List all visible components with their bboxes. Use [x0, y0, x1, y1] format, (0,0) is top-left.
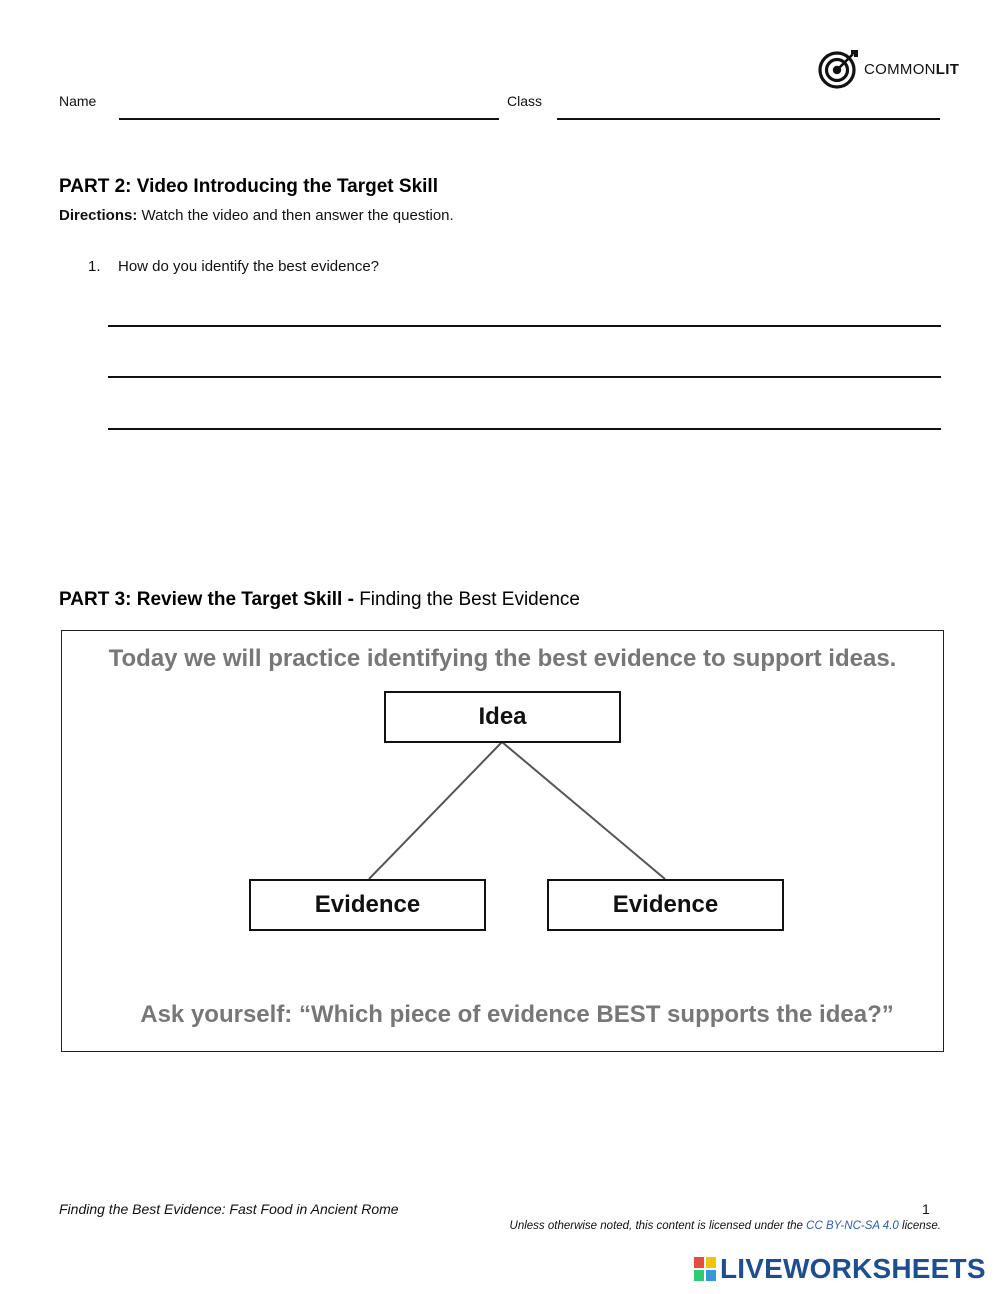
footer-title: Finding the Best Evidence: Fast Food in Ancient Rome: [59, 1201, 399, 1217]
part3-title-rest: Finding the Best Evidence: [359, 589, 580, 610]
evidence-box-right: Evidence: [547, 879, 784, 931]
logo-wordmark: COMMONLIT: [864, 60, 960, 78]
class-label: Class: [507, 93, 543, 109]
liveworksheets-watermark: [694, 1252, 986, 1286]
license-text: Unless otherwise noted, this content is licensed under the CC BY-NC-SA 4.0 license.: [509, 1220, 941, 1232]
liveworksheets-text: LIVEWORKSHEETS: [720, 1253, 986, 1284]
question-text: How do you identify the best evidence?: [118, 258, 379, 275]
page-number: 1: [922, 1201, 930, 1217]
diagram-top-text: Today we will practice identifying the best evidence to support ideas.: [108, 645, 897, 672]
part2-title: PART 2: Video Introducing the Target Skill: [59, 176, 438, 197]
license-link[interactable]: CC BY-NC-SA 4.0: [806, 1220, 899, 1232]
part3-title-bold: PART 3: Review the Target Skill -: [59, 589, 360, 610]
idea-box: Idea: [384, 691, 621, 743]
question-number: 1.: [88, 258, 101, 275]
directions-text: Watch the video and then answer the question.: [137, 207, 454, 224]
connector-right: [502, 742, 665, 879]
evidence-box-left: Evidence: [249, 879, 486, 931]
liveworksheets-logo-icon: [694, 1257, 716, 1281]
connector-left: [369, 742, 502, 879]
diagram-bottom-text: Ask yourself: “Which piece of evidence BEST supports the idea?”: [140, 1001, 894, 1028]
directions-label: Directions:: [59, 207, 138, 224]
name-label: Name: [59, 93, 97, 109]
